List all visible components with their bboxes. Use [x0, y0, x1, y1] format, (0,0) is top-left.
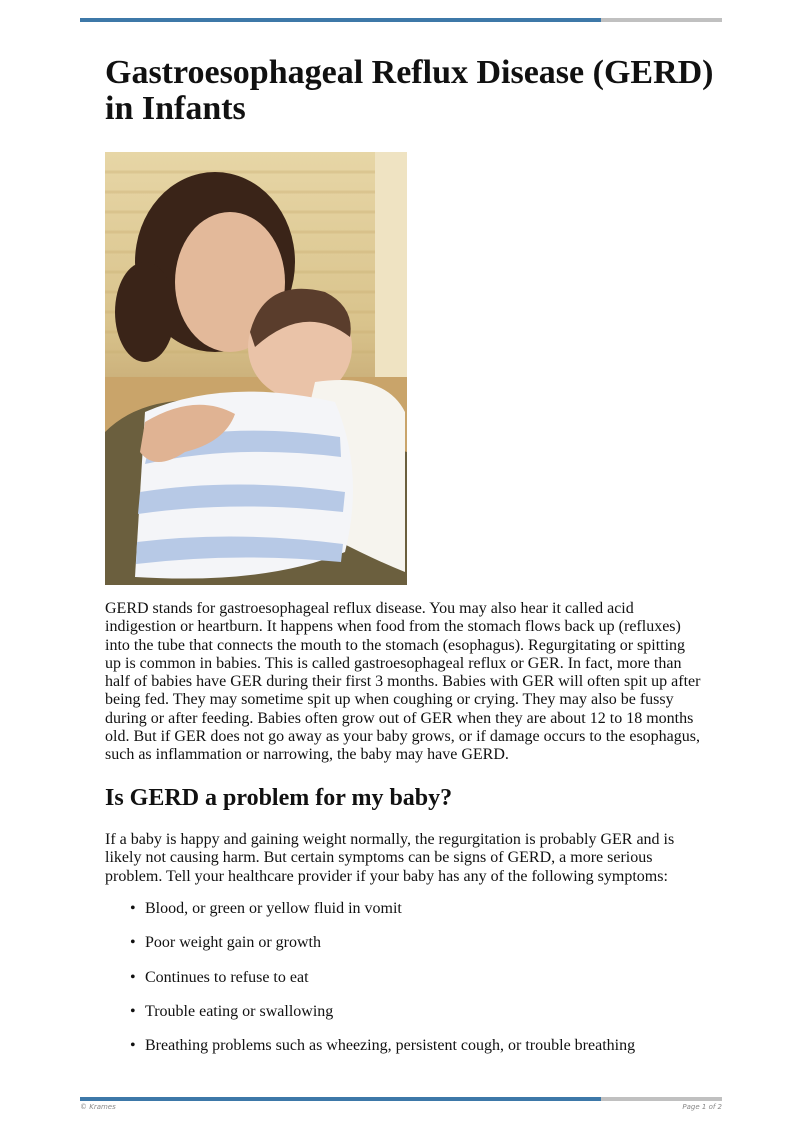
list-item: [130, 968, 705, 1003]
bullet-icon: •: [130, 1002, 136, 1020]
footer-copyright: © Krames: [80, 1103, 116, 1111]
list-item: [130, 900, 705, 934]
bullet-icon: •: [130, 900, 136, 917]
intro-paragraph: GERD stands for gastroesophageal reflux disease. You may also hear it called acid indigestion or heartburn. It happens when food from the stomach flows back up (refluxes) into the tube that connects the mouth to the stomach (esophagus). Regurgitating or spitting up is common in babies. This is called gastroesophageal reflux or GER. In fact, more than half of babies have GER during their first 3 months. Babies with GER will often spit up after being fed. They may sometime spit up when coughing or crying. They may also be fussy during or after feeding. Babies often grow out of GER when they are about 12 to 18 months old. But if GER does not go away as your baby grows, or if damage occurs to the esophagus, such as inflammation or narrowing, the baby may have GERD.: [105, 600, 701, 764]
symptom-text: Blood, or green or yellow fluid in vomit: [145, 900, 402, 917]
section-heading: Is GERD a problem for my baby?: [105, 785, 453, 811]
bullet-icon: •: [130, 1037, 136, 1055]
bar-accent: [80, 18, 601, 22]
bullet-icon: •: [130, 934, 136, 952]
bar-accent: [80, 1097, 601, 1101]
symptom-text: Poor weight gain or growth: [145, 934, 321, 952]
footer-page-number: Page 1 of 2: [682, 1103, 722, 1111]
bottom-progress-bar: [80, 1097, 722, 1101]
list-item: [130, 934, 705, 968]
symptom-text: Trouble eating or swallowing: [145, 1002, 334, 1020]
list-item: [130, 1037, 705, 1071]
section-paragraph: If a baby is happy and gaining weight normally, the regurgitation is probably GER and is likely not causing harm. But certain symptoms can be signs of GERD, a more serious problem. Tell your healthcare provider if your baby has any of the following symptoms:: [105, 831, 675, 885]
symptom-text: Continues to refuse to eat: [145, 968, 309, 986]
list-item: [130, 1002, 705, 1037]
bar-track: [601, 1097, 722, 1101]
bar-track: [601, 18, 722, 22]
page-title: Gastroesophageal Reflux Disease (GERD) in Infants: [105, 54, 714, 127]
bullet-icon: •: [130, 968, 136, 986]
symptoms-list: [105, 900, 705, 1071]
mother-baby-photo: [105, 152, 407, 585]
photo-illustration-icon: [105, 152, 407, 585]
top-progress-bar: [80, 18, 722, 22]
symptom-text: Breathing problems such as wheezing, persistent cough, or trouble breathing: [145, 1037, 636, 1055]
